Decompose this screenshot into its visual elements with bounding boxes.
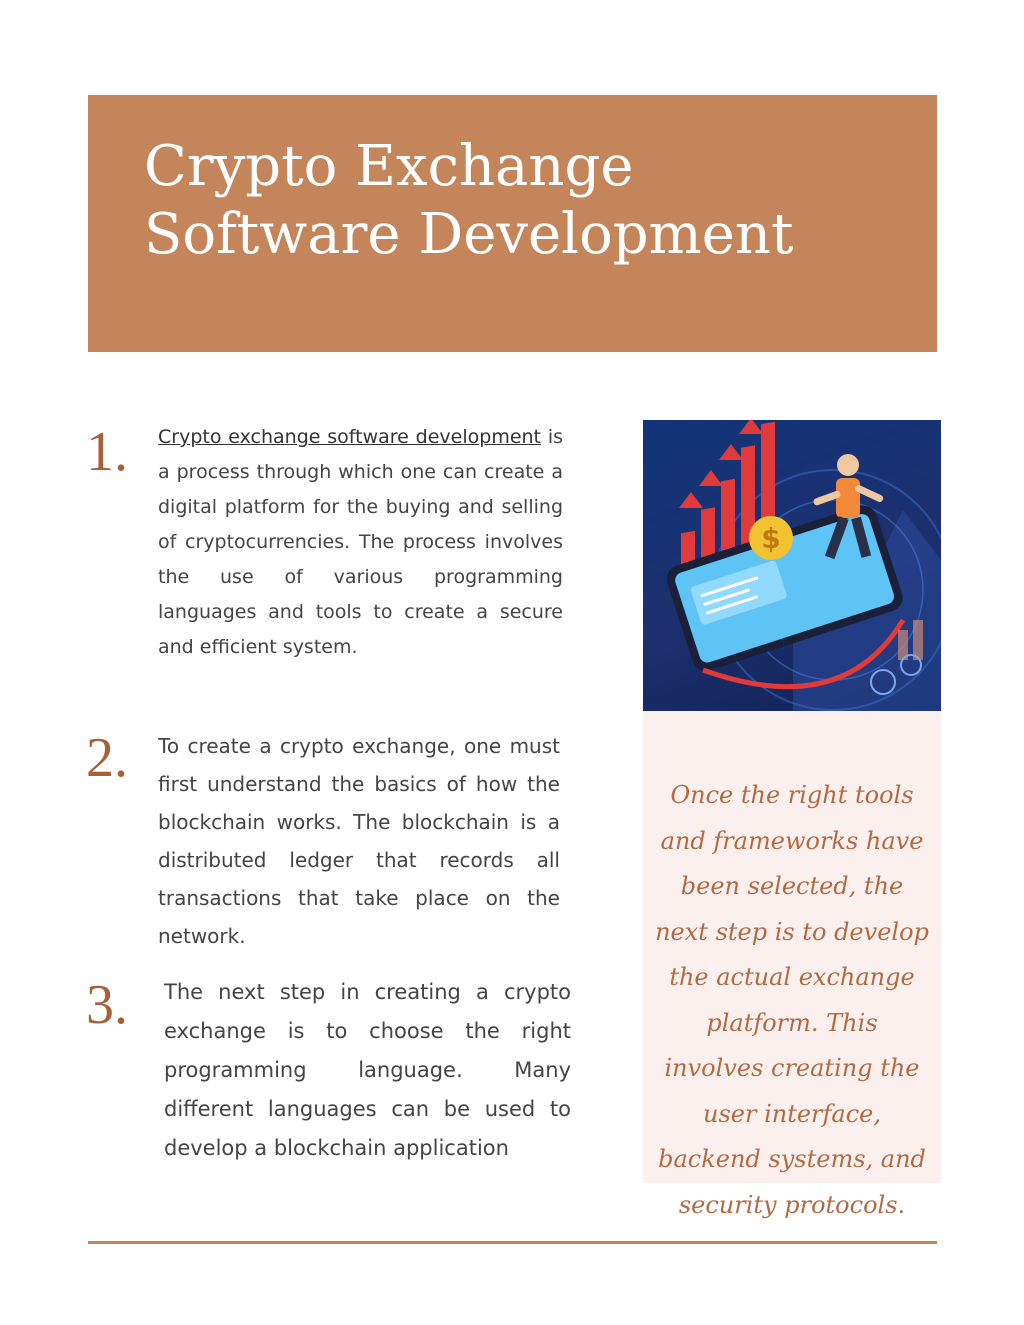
svg-text:$: $ [761,522,781,555]
section-3-text: The next step in creating a crypto exchange is to choose the right programming language. Many different languages can be used to develop a blockchain application [164,980,571,1160]
section-number-3: 3. [86,974,128,1036]
section-number-2: 2. [86,727,128,789]
page-title-line2: Software Development [144,202,794,267]
sidebar-quote-box [643,711,941,1219]
sidebar-quote: Once the right tools and frameworks have been selected, the next step is to develop the actual exchange platform. This involves creating the user interface, backend systems, and security protocols. [655,781,929,1219]
footer-divider [88,1241,937,1244]
section-1-text [158,420,563,665]
section-2-text: To create a crypto exchange, one must first understand the basics of how the blockchain works. The blockchain is a distributed ledger that records all transactions that take place on the network. [158,734,560,948]
crypto-exchange-development-link[interactable]: Crypto exchange software development [158,426,542,448]
page-title [144,133,904,269]
title-banner [88,95,937,352]
page-title-line1: Crypto Exchange [144,134,634,199]
section-number-1: 1. [86,421,128,483]
section-1-body: is a process through which one can create a digital platform for the buying and selling of cryptocurrencies. The process involves the use of various programming languages and tools to create a secure and efficient system. [158,426,564,658]
crypto-exchange-phone-icon [643,420,941,711]
crypto-exchange-illustration [643,420,941,711]
